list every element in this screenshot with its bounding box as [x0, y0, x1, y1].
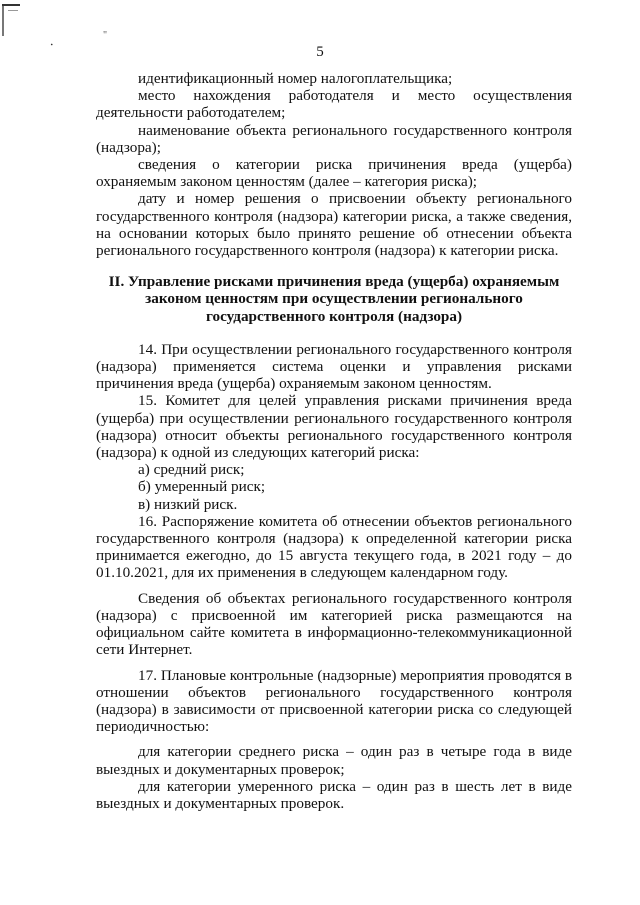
risk-category-item: а) средний риск; — [138, 461, 245, 479]
paragraph: сведения о категории риска причинения вреда (ущерба) охраняемым законом ценностям (далее – категория риска); — [96, 156, 572, 191]
scan-artifact: " — [103, 30, 108, 41]
paragraph: наименование объекта регионального государственного контроля (надзора); — [96, 121, 572, 156]
section-heading-line: законом ценностям при осуществлении регионального — [145, 290, 523, 308]
clause-17: 17. Плановые контрольные (надзорные) мероприятия проводятся в отношении объектов регионального государственного контроля (надзора) в зависимости от присвоенной категории риска со следующей периодичностью: — [96, 666, 572, 736]
scan-artifact — [2, 4, 20, 6]
paragraph: идентификационный номер налогоплательщика; — [138, 70, 453, 87]
spacer — [96, 582, 572, 590]
document-body — [96, 70, 572, 812]
spacer — [96, 659, 572, 667]
risk-category-item: б) умеренный риск; — [138, 478, 266, 496]
scan-artifact: · — [47, 37, 57, 54]
clause-16: 16. Распоряжение комитета об отнесении объектов регионального государственного контроля (надзора) к определенной категории риска принимается ежегодно, до 15 августа текущего года, в 2021 году – до 01.10.2021, для их применения в следующем календарном году. — [96, 512, 572, 582]
scan-artifact — [8, 10, 18, 11]
clause-14: 14. При осуществлении регионального государственного контроля (надзора) применяется система оценки и управления рисками причинения вреда (ущерба) охраняемым законом ценностям. — [96, 340, 572, 393]
paragraph: дату и номер решения о присвоении объекту регионального государственного контроля (надзора) категории риска, а также сведения, на основании которых было принято решение об отнесении объекта регионального государственного контроля (надзора) к категории риска. — [96, 190, 572, 260]
scan-artifact — [2, 6, 4, 36]
clause-16-info: Сведения об объектах регионального государственного контроля (надзора) с присвоенной им категорией риска размещаются на официальном сайте комитета в информационно-телекоммуникационной сети Интернет. — [96, 589, 572, 659]
section-heading-line: II. Управление рисками причинения вреда (ущерба) охраняемым — [108, 273, 560, 291]
clause-15: 15. Комитет для целей управления рисками причинения вреда (ущерба) при осуществлении регионального государственного контроля (надзора) относит объекты регионального государственного контроля (надзора) к одной из следующих категорий риска: — [96, 392, 572, 462]
periodicity-item: для категории среднего риска – один раз в четыре года в виде выездных и документарных проверок; — [96, 743, 572, 778]
page-number: 5 — [316, 44, 324, 60]
periodicity-item: для категории умеренного риска – один раз в шесть лет в виде выездных и документарных проверок. — [96, 777, 572, 812]
risk-category-item: в) низкий риск. — [138, 495, 238, 513]
section-heading — [96, 273, 572, 325]
section-heading-line: государственного контроля (надзора) — [205, 307, 463, 325]
spacer — [96, 735, 572, 743]
paragraph: место нахождения работодателя и место осуществления деятельности работодателем; — [96, 87, 572, 122]
